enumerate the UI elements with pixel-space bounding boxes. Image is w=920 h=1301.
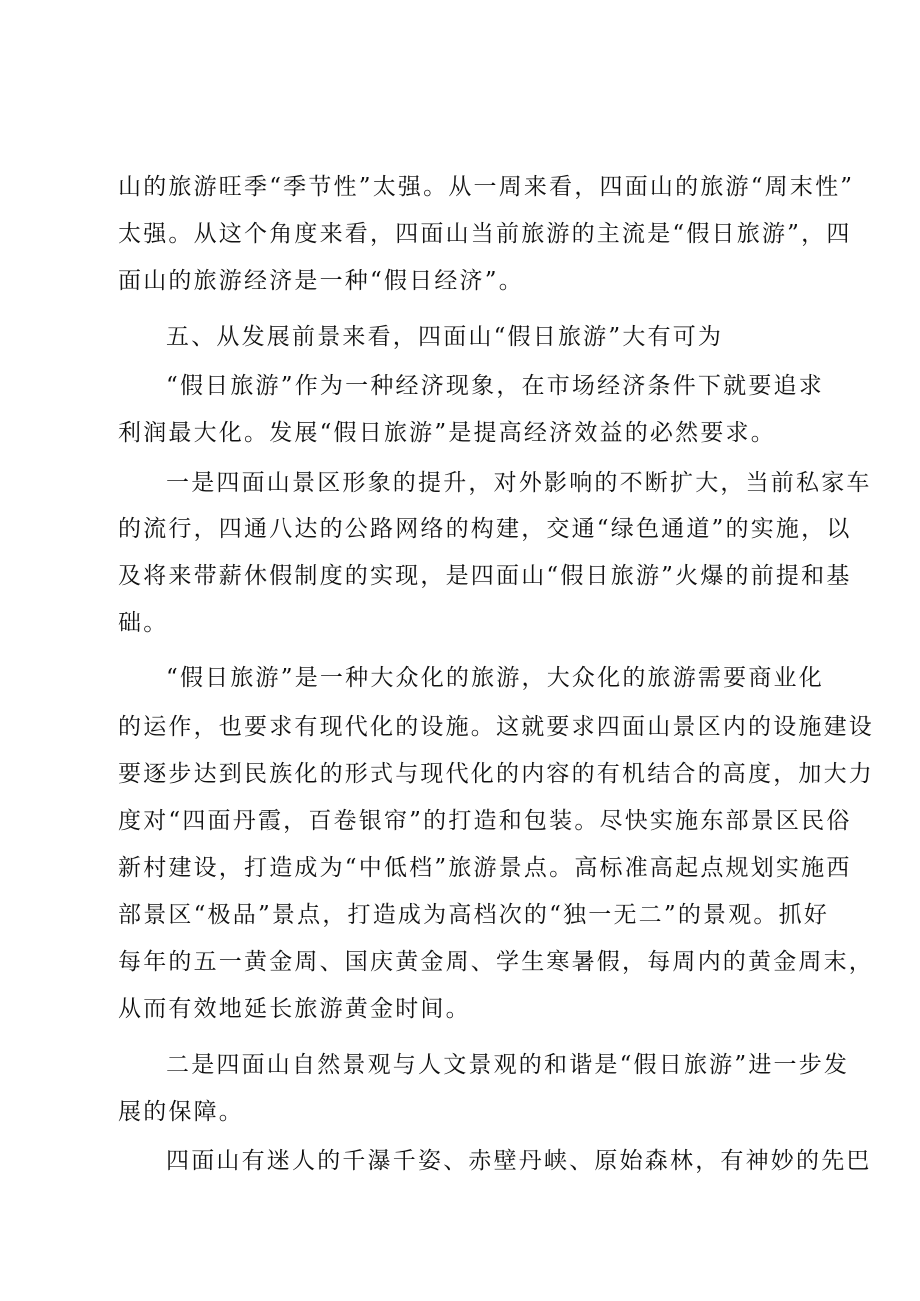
text-line: 利润最大化。发展“假日旅游”是提高经济效益的必然要求。 — [118, 420, 776, 446]
text-line: 新村建设，打造成为“中低档”旅游景点。高标准高起点规划实施西 — [118, 855, 852, 881]
text-line: 四面山有迷人的千瀑千姿、赤壁丹峡、原始森林，有神妙的先巴 — [166, 1148, 872, 1174]
text-line: 太强。从这个角度来看，四面山当前旅游的主流是“假日旅游”，四 — [118, 221, 852, 247]
text-line: 从而有效地延长旅游黄金时间。 — [118, 996, 471, 1022]
text-line: 每年的五一黄金周、国庆黄金周、学生寒暑假，每周内的黄金周末， — [118, 949, 874, 975]
text-line: 面山的旅游经济是一种“假日经济”。 — [118, 268, 524, 294]
text-line: 度对“四面丹霞，百卷银帘”的打造和包装。尽快实施东部景区民俗 — [118, 808, 852, 834]
text-line: 二是四面山自然景观与人文景观的和谐是“假日旅游”进一步发 — [166, 1052, 850, 1078]
text-line: 的运作，也要求有现代化的设施。这就要求四面山景区内的设施建设 — [118, 714, 874, 740]
text-line: 础。 — [118, 610, 169, 636]
text-line: “假日旅游”作为一种经济现象，在市场经济条件下就要追求 — [166, 373, 824, 399]
text-line: 一是四面山景区形象的提升，对外影响的不断扩大，当前私家车 — [166, 470, 872, 496]
text-line: 山的旅游旺季“季节性”太强。从一周来看，四面山的旅游“周末性” — [118, 174, 855, 200]
text-line: 展的保障。 — [118, 1099, 244, 1125]
text-line: 部景区“极品”景点，打造成为高档次的“独一无二”的景观。抓好 — [118, 902, 830, 928]
text-line: 的流行，四通八达的公路网络的构建，交通“绿色通道”的实施，以 — [118, 516, 852, 542]
text-line: “假日旅游”是一种大众化的旅游，大众化的旅游需要商业化 — [166, 665, 824, 691]
section-heading: 五、从发展前景来看，四面山“假日旅游”大有可为 — [166, 324, 724, 350]
text-line: 及将来带薪休假制度的实现，是四面山“假日旅游”火爆的前提和基 — [118, 563, 852, 589]
text-line: 要逐步达到民族化的形式与现代化的内容的有机结合的高度，加大力 — [118, 761, 874, 787]
